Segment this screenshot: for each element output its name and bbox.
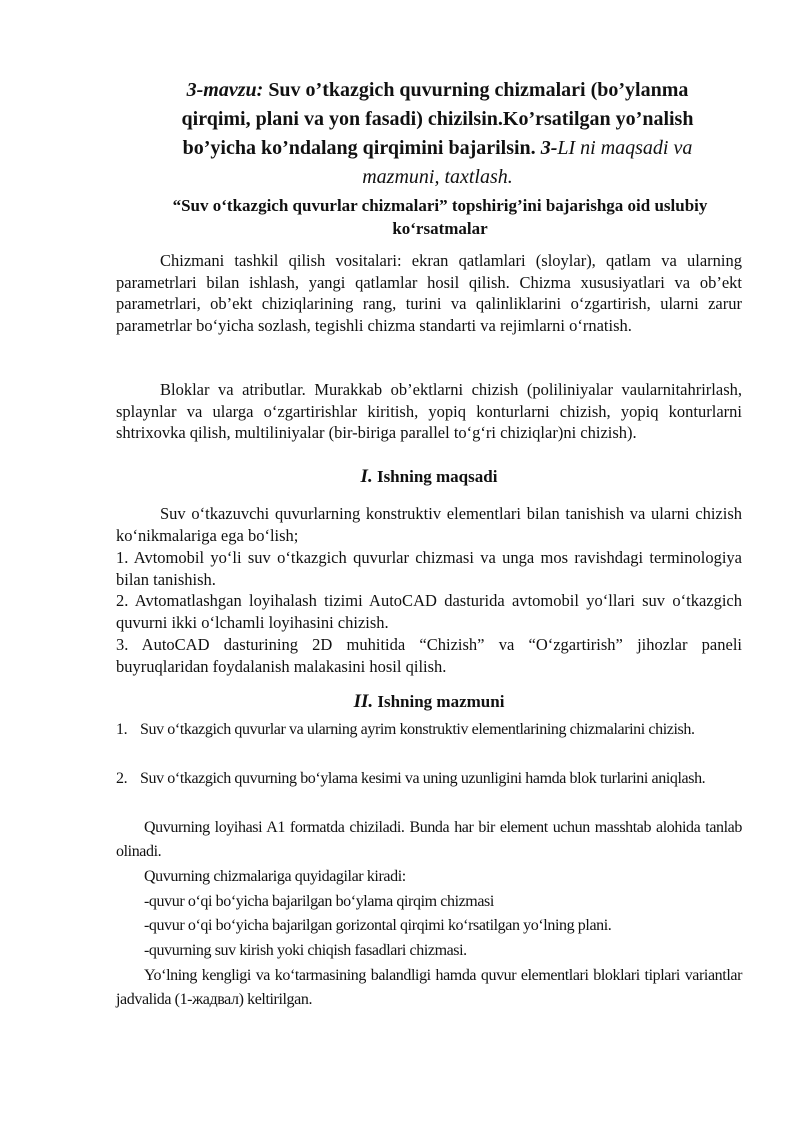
title-li-text: LI ni maqsadi va mazmuni, taxtlash.	[362, 137, 693, 188]
list-number: 1.	[116, 721, 128, 738]
goal-item: 3. AutoCAD dasturining 2D muhitida “Chizish” va “O‘zgartirish” jihozlar paneli buyruqlaridan foydalanish malakasini hosil qilish.	[116, 635, 742, 676]
title-li-label: 3-	[540, 137, 558, 159]
content-list-item	[116, 718, 742, 742]
title-label: 3-mavzu:	[186, 79, 264, 101]
paragraph-tools: Chizmani tashkil qilish vositalari: ekran qatlamlari (sloylar), qatlam va ularning parametrlari bilan ishlash, yangi qatlamlar hosil qilish. Chizma xususiyatlari va ob’ekt parametrlari, ob’ekt chiziqlarining rang, turini va qalinliklarini o‘zgartirish, ularni zarur parametrlar bo‘yicha sozlash, tegishli chizma standarti va rejimlarni o‘rnatish.	[116, 251, 742, 335]
section-title: Ishning maqsadi	[372, 467, 498, 486]
table-reference-paragraph: Yo‘lning kengligi va ko‘tarmasining balandligi hamda quvur elementlari bloklari tiplari variantlar jadvalida (1-жадвал) keltirilgan.	[116, 967, 742, 1008]
list-text: Suv o‘tkazgich quvurning bo‘ylama kesimi va uning uzunligini hamda blok turlarini aniqlash.	[140, 770, 706, 787]
dash-item: -quvur o‘qi bo‘yicha bajarilgan bo‘ylama qirqim chizmasi	[144, 893, 494, 910]
section-numeral: II.	[353, 691, 374, 712]
title-text: Suv o’tkazgich quvurning chizmalari (bo’ylanma qirqimi, plani va yon fasadi) chizilsin.Ko’rsatilgan yo’nalish bo’yicha ko’ndalang qirqimini bajarilsin.	[181, 79, 694, 159]
content-list-item	[116, 767, 742, 791]
dash-item: -quvur o‘qi bo‘yicha bajarilgan gorizontal qirqimi ko‘rsatilgan yo‘lning plani.	[144, 917, 612, 934]
section-numeral: I.	[360, 466, 373, 487]
section-heading-content	[116, 691, 742, 713]
section-heading-goal	[116, 466, 742, 488]
goal-item: 1. Avtomobil yo‘li suv o‘tkazgich quvurlar chizmasi va unga mos ravishdagi terminologiya bilan tanishish.	[116, 548, 742, 589]
goal-intro: Suv o‘tkazuvchi quvurlarning konstruktiv elementlari bilan tanishish va ularni chizish ko‘nikmalariga ega bo‘lish;	[116, 504, 742, 545]
paragraph-blocks: Bloklar va atributlar. Murakkab ob’ektlarni chizish (poliliniyalar vaularnitahrirlash, splaynlar va ularga o‘zgartirishlar kiritish, yopiq konturlarni chizish, yopiq konturlarni shtrixovka qilish, multiliniyalar (bir-biriga parallel to‘g‘ri chiziqlar)ni chizish).	[116, 380, 742, 442]
format-paragraph: Quvurning loyihasi A1 formatda chiziladi. Bunda har bir element uchun masshtab alohida tanlab olinadi.	[116, 819, 742, 860]
section-title: Ishning mazmuni	[373, 692, 505, 711]
list-text: Suv o‘tkazgich quvurlar va ularning ayrim konstruktiv elementlarining chizmalarini chizish.	[140, 721, 695, 738]
dash-item: -quvurning suv kirish yoki chiqish fasadlari chizmasi.	[144, 942, 467, 959]
drawings-intro: Quvurning chizmalariga quyidagilar kiradi:	[144, 868, 406, 885]
subtitle: “Suv o‘tkazgich quvurlar chizmalari” topshirig’ini bajarishga oid uslubiy ko‘rsatmalar	[172, 196, 708, 238]
list-number: 2.	[116, 770, 128, 787]
page-title	[150, 76, 725, 192]
goal-item: 2. Avtomatlashgan loyihalash tizimi AutoCAD dasturida avtomobil yo‘llari suv o‘tkazgich quvurni ikki o‘lchamli loyihasini chizish.	[116, 591, 742, 632]
